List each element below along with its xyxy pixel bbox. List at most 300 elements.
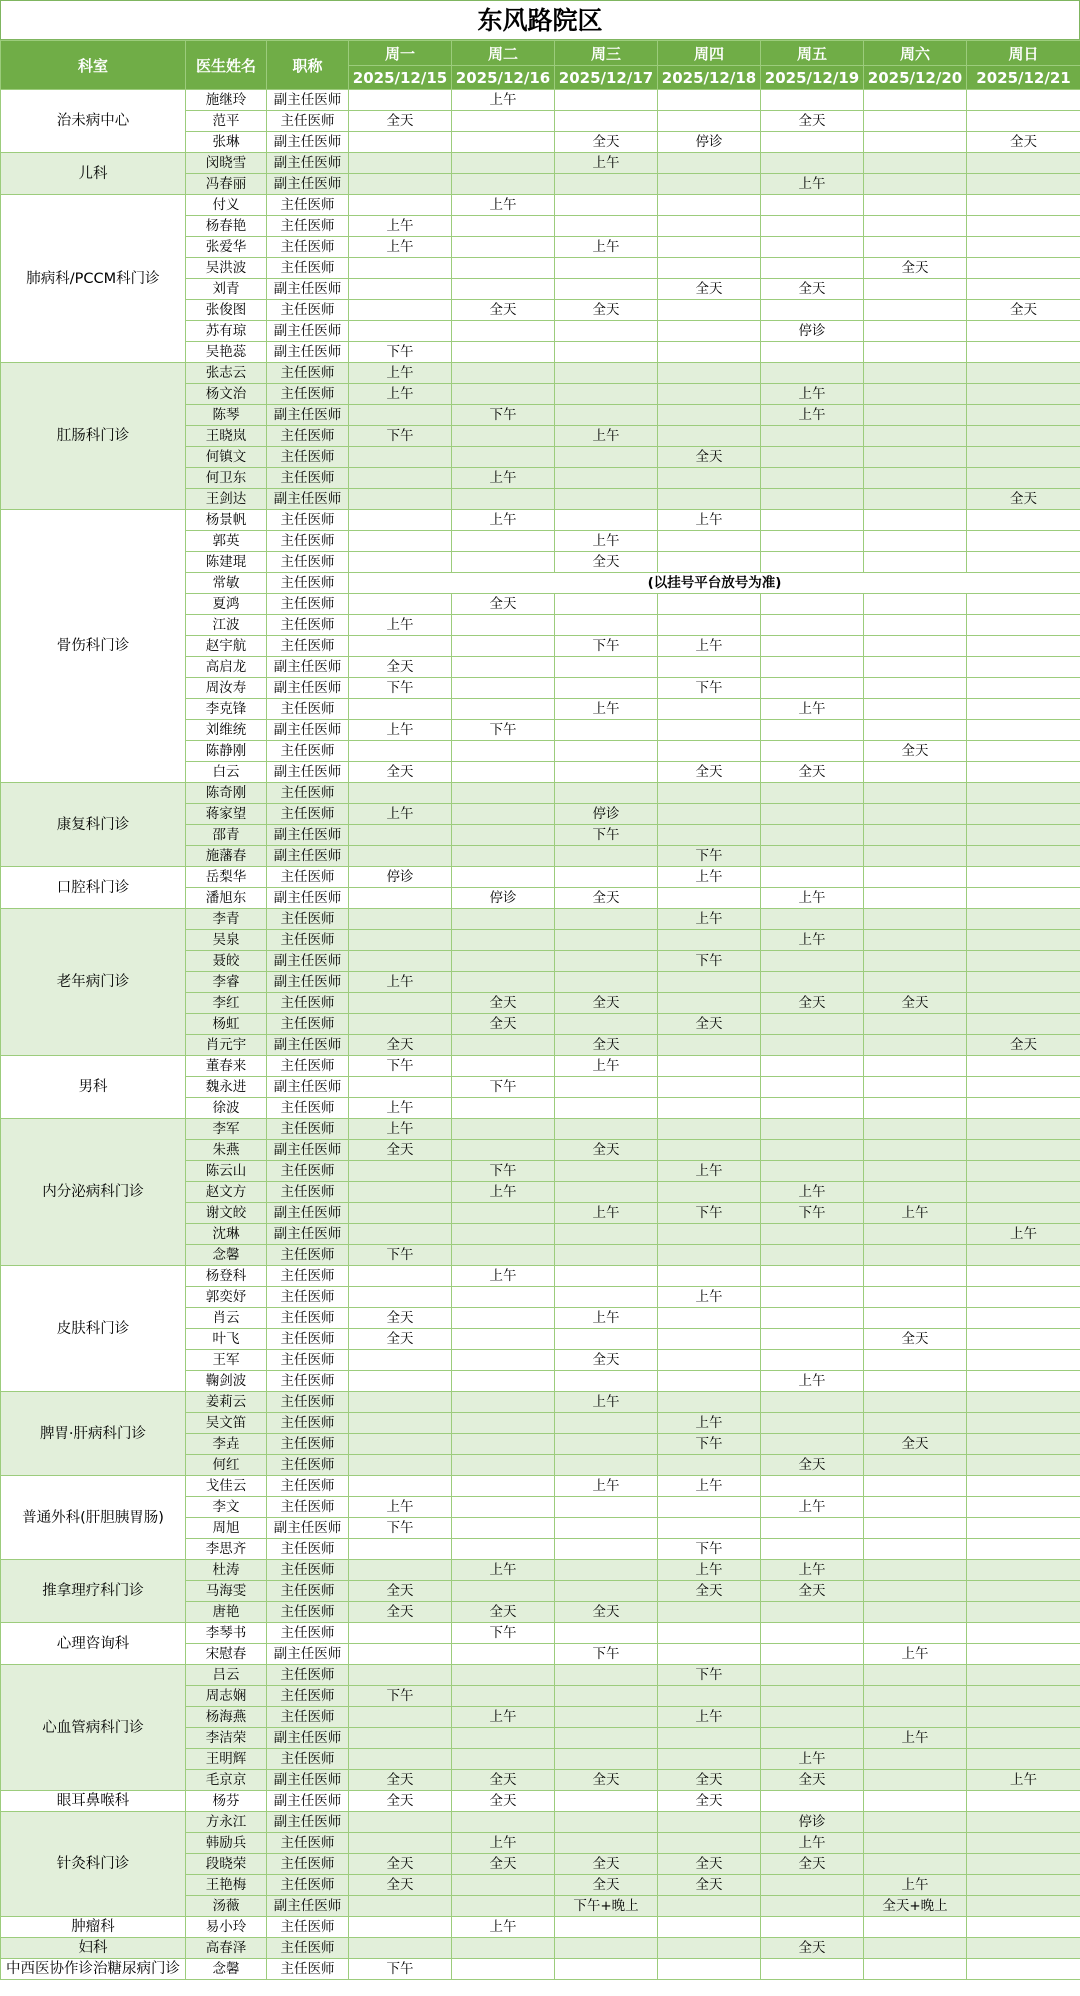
schedule-cell — [452, 657, 555, 678]
doctor-name-cell: 聂皎 — [186, 951, 267, 972]
doctor-name-cell: 周志娴 — [186, 1686, 267, 1707]
doctor-rank-cell: 副主任医师 — [267, 1518, 349, 1539]
schedule-cell — [555, 867, 658, 888]
schedule-cell — [967, 972, 1080, 993]
schedule-cell: 上午 — [555, 237, 658, 258]
schedule-cell — [864, 846, 967, 867]
doctor-name-cell: 江波 — [186, 615, 267, 636]
doctor-rank-cell: 主任医师 — [267, 1182, 349, 1203]
schedule-cell: 上午 — [452, 1266, 555, 1287]
schedule-cell: 下午 — [349, 426, 452, 447]
schedule-cell — [555, 405, 658, 426]
doctor-name-cell: 吴洪波 — [186, 258, 267, 279]
doctor-rank-cell: 主任医师 — [267, 1329, 349, 1350]
schedule-cell — [555, 762, 658, 783]
schedule-cell — [452, 1245, 555, 1266]
schedule-cell — [658, 1917, 761, 1938]
schedule-cell — [761, 1413, 864, 1434]
schedule-cell — [967, 1329, 1080, 1350]
schedule-cell — [864, 1770, 967, 1791]
schedule-cell — [761, 1623, 864, 1644]
schedule-cell — [658, 321, 761, 342]
schedule-cell — [967, 888, 1080, 909]
doctor-name-cell: 杨景帆 — [186, 510, 267, 531]
page-title: 东风路院区 — [0, 0, 1080, 40]
schedule-cell: 全天 — [761, 1938, 864, 1959]
schedule-cell — [349, 1560, 452, 1581]
schedule-cell: 上午 — [658, 909, 761, 930]
schedule-cell: 上午 — [761, 699, 864, 720]
department-cell: 中西医协作诊治糖尿病门诊 — [1, 1959, 186, 1980]
doctor-name-cell: 李琴书 — [186, 1623, 267, 1644]
table-row — [1, 1476, 1080, 1497]
schedule-cell — [967, 1791, 1080, 1812]
schedule-cell: 全天 — [555, 132, 658, 153]
schedule-cell — [967, 699, 1080, 720]
schedule-cell: 上午 — [967, 1224, 1080, 1245]
schedule-cell — [555, 1623, 658, 1644]
schedule-cell — [658, 552, 761, 573]
schedule-cell — [967, 1497, 1080, 1518]
schedule-cell — [658, 489, 761, 510]
schedule-cell — [864, 1476, 967, 1497]
doctor-rank-cell: 主任医师 — [267, 1686, 349, 1707]
schedule-cell — [349, 1350, 452, 1371]
schedule-cell — [967, 1644, 1080, 1665]
schedule-cell: 下午 — [761, 1203, 864, 1224]
schedule-cell: 上午 — [555, 531, 658, 552]
schedule-cell — [555, 678, 658, 699]
schedule-cell — [761, 1665, 864, 1686]
table-row — [1, 195, 1080, 216]
schedule-cell — [761, 1245, 864, 1266]
schedule-cell — [761, 1896, 864, 1917]
schedule-cell — [864, 951, 967, 972]
schedule-cell — [864, 1959, 967, 1980]
schedule-cell: 全天 — [864, 993, 967, 1014]
doctor-name-cell: 王军 — [186, 1350, 267, 1371]
schedule-cell: 全天 — [967, 1035, 1080, 1056]
schedule-cell — [864, 363, 967, 384]
schedule-cell — [658, 426, 761, 447]
schedule-cell — [349, 1476, 452, 1497]
schedule-cell — [658, 90, 761, 111]
schedule-cell — [452, 762, 555, 783]
schedule-cell — [967, 762, 1080, 783]
schedule-cell — [452, 363, 555, 384]
schedule-cell — [864, 1014, 967, 1035]
schedule-cell — [864, 1455, 967, 1476]
schedule-cell — [349, 405, 452, 426]
schedule-cell — [349, 1413, 452, 1434]
schedule-cell — [349, 1707, 452, 1728]
schedule-cell — [761, 678, 864, 699]
schedule-cell: 上午 — [761, 930, 864, 951]
schedule-cell: 全天 — [967, 489, 1080, 510]
schedule-cell: 全天 — [761, 993, 864, 1014]
schedule-cell — [349, 1392, 452, 1413]
department-cell: 治未病中心 — [1, 90, 186, 153]
schedule-cell — [967, 1476, 1080, 1497]
schedule-cell — [761, 951, 864, 972]
schedule-cell — [864, 825, 967, 846]
doctor-rank-cell: 副主任医师 — [267, 1791, 349, 1812]
schedule-cell — [658, 1812, 761, 1833]
doctor-rank-cell: 主任医师 — [267, 1371, 349, 1392]
schedule-cell: 全天 — [555, 888, 658, 909]
schedule-cell: 上午 — [761, 405, 864, 426]
schedule-cell — [761, 783, 864, 804]
table-row — [1, 363, 1080, 384]
schedule-cell — [967, 1014, 1080, 1035]
schedule-cell — [967, 1938, 1080, 1959]
schedule-cell: 全天 — [658, 1770, 761, 1791]
schedule-cell: 下午 — [349, 1056, 452, 1077]
doctor-rank-cell: 主任医师 — [267, 300, 349, 321]
schedule-cell: 上午 — [349, 720, 452, 741]
doctor-name-cell: 潘旭东 — [186, 888, 267, 909]
table-row — [1, 909, 1080, 930]
doctor-rank-cell: 副主任医师 — [267, 972, 349, 993]
schedule-cell: 全天 — [349, 1602, 452, 1623]
schedule-cell — [452, 1875, 555, 1896]
department-cell: 脾胃·肝病科门诊 — [1, 1392, 186, 1476]
doctor-name-cell: 李思齐 — [186, 1539, 267, 1560]
doctor-rank-cell: 主任医师 — [267, 1749, 349, 1770]
schedule-cell — [555, 846, 658, 867]
schedule-cell — [967, 909, 1080, 930]
schedule-cell: 全天 — [658, 762, 761, 783]
table-row — [1, 1938, 1080, 1959]
schedule-cell: 全天 — [349, 111, 452, 132]
schedule-cell — [761, 300, 864, 321]
schedule-cell — [658, 1245, 761, 1266]
schedule-cell — [967, 1266, 1080, 1287]
schedule-cell — [864, 720, 967, 741]
schedule-cell: 上午 — [555, 1476, 658, 1497]
schedule-cell: 全天 — [555, 1770, 658, 1791]
schedule-cell: 全天 — [349, 657, 452, 678]
schedule-cell — [452, 1644, 555, 1665]
doctor-rank-cell: 主任医师 — [267, 615, 349, 636]
header-day: 周三 — [555, 41, 658, 66]
table-row — [1, 90, 1080, 111]
schedule-cell — [555, 1938, 658, 1959]
schedule-cell: 全天 — [452, 300, 555, 321]
doctor-rank-cell: 主任医师 — [267, 909, 349, 930]
schedule-cell — [452, 1413, 555, 1434]
schedule-cell — [864, 1182, 967, 1203]
schedule-cell: 全天 — [761, 111, 864, 132]
schedule-cell — [967, 1917, 1080, 1938]
schedule-cell — [864, 1140, 967, 1161]
schedule-cell — [761, 237, 864, 258]
schedule-cell — [967, 1350, 1080, 1371]
schedule-cell — [452, 1959, 555, 1980]
header-day: 周四 — [658, 41, 761, 66]
header-day: 周二 — [452, 41, 555, 66]
schedule-cell: 全天 — [452, 594, 555, 615]
schedule-cell — [658, 657, 761, 678]
schedule-cell — [864, 1392, 967, 1413]
doctor-name-cell: 杜涛 — [186, 1560, 267, 1581]
schedule-cell — [452, 804, 555, 825]
schedule-cell: 下午 — [555, 636, 658, 657]
doctor-rank-cell: 主任医师 — [267, 783, 349, 804]
schedule-cell: 全天 — [864, 258, 967, 279]
schedule-cell — [967, 216, 1080, 237]
doctor-rank-cell: 主任医师 — [267, 258, 349, 279]
schedule-cell: 停诊 — [761, 1812, 864, 1833]
schedule-cell — [555, 510, 658, 531]
schedule-cell — [864, 195, 967, 216]
schedule-cell: 上午 — [864, 1644, 967, 1665]
schedule-cell — [658, 195, 761, 216]
schedule-cell — [761, 1791, 864, 1812]
doctor-name-cell: 岳梨华 — [186, 867, 267, 888]
schedule-cell — [967, 825, 1080, 846]
doctor-name-cell: 高春泽 — [186, 1938, 267, 1959]
schedule-cell — [349, 489, 452, 510]
doctor-name-cell: 肖元宇 — [186, 1035, 267, 1056]
schedule-cell: 全天 — [349, 1791, 452, 1812]
schedule-cell — [967, 594, 1080, 615]
schedule-cell — [555, 1245, 658, 1266]
schedule-cell — [452, 1497, 555, 1518]
schedule-cell — [452, 1098, 555, 1119]
doctor-rank-cell: 主任医师 — [267, 594, 349, 615]
doctor-name-cell: 常敏 — [186, 573, 267, 594]
schedule-cell: 全天 — [864, 741, 967, 762]
schedule-cell: 下午 — [452, 405, 555, 426]
schedule-cell: 全天 — [761, 279, 864, 300]
schedule-cell — [967, 1602, 1080, 1623]
schedule-cell — [967, 1581, 1080, 1602]
schedule-cell — [967, 615, 1080, 636]
schedule-cell: 全天 — [555, 1035, 658, 1056]
schedule-cell — [452, 1665, 555, 1686]
schedule-cell — [658, 153, 761, 174]
schedule-cell: 全天 — [452, 993, 555, 1014]
doctor-rank-cell: 主任医师 — [267, 111, 349, 132]
schedule-cell: 全天 — [761, 1455, 864, 1476]
doctor-name-cell: 冯春丽 — [186, 174, 267, 195]
schedule-cell — [864, 510, 967, 531]
schedule-cell: 上午 — [349, 384, 452, 405]
table-row — [1, 1266, 1080, 1287]
schedule-cell — [349, 1644, 452, 1665]
schedule-cell: 全天 — [452, 1602, 555, 1623]
doctor-name-cell: 王剑达 — [186, 489, 267, 510]
schedule-cell: 下午 — [452, 1623, 555, 1644]
schedule-cell — [967, 531, 1080, 552]
schedule-cell — [658, 1140, 761, 1161]
department-cell: 口腔科门诊 — [1, 867, 186, 909]
department-cell: 眼耳鼻喉科 — [1, 1791, 186, 1812]
schedule-cell — [555, 1224, 658, 1245]
schedule-cell — [452, 951, 555, 972]
doctor-rank-cell: 副主任医师 — [267, 1812, 349, 1833]
schedule-cell — [452, 174, 555, 195]
schedule-cell — [452, 1686, 555, 1707]
schedule-body — [1, 90, 1080, 1980]
schedule-cell: 上午 — [452, 1560, 555, 1581]
schedule-cell — [761, 1602, 864, 1623]
doctor-name-cell: 吕云 — [186, 1665, 267, 1686]
schedule-cell — [864, 1287, 967, 1308]
doctor-rank-cell: 主任医师 — [267, 993, 349, 1014]
schedule-cell — [864, 279, 967, 300]
schedule-cell — [349, 1833, 452, 1854]
schedule-cell — [864, 1686, 967, 1707]
table-row — [1, 510, 1080, 531]
schedule-cell — [452, 447, 555, 468]
department-cell: 心理咨询科 — [1, 1623, 186, 1665]
schedule-cell — [658, 258, 761, 279]
doctor-name-cell: 王艳梅 — [186, 1875, 267, 1896]
doctor-name-cell: 闵晓雪 — [186, 153, 267, 174]
schedule-cell — [967, 1518, 1080, 1539]
schedule-cell — [349, 321, 452, 342]
table-row — [1, 1056, 1080, 1077]
schedule-cell — [967, 1119, 1080, 1140]
schedule-cell: 上午 — [349, 1119, 452, 1140]
schedule-cell — [452, 1056, 555, 1077]
schedule-cell: 上午 — [452, 468, 555, 489]
department-cell: 内分泌病科门诊 — [1, 1119, 186, 1266]
schedule-cell — [349, 1266, 452, 1287]
schedule-cell: 上午 — [761, 1497, 864, 1518]
schedule-cell: 下午 — [349, 678, 452, 699]
doctor-name-cell: 刘青 — [186, 279, 267, 300]
schedule-cell: 下午 — [658, 1665, 761, 1686]
schedule-cell — [658, 1644, 761, 1665]
schedule-cell — [761, 615, 864, 636]
doctor-name-cell: 肖云 — [186, 1308, 267, 1329]
schedule-cell — [864, 489, 967, 510]
schedule-cell — [349, 174, 452, 195]
schedule-cell — [761, 1917, 864, 1938]
doctor-name-cell: 何红 — [186, 1455, 267, 1476]
schedule-cell — [555, 321, 658, 342]
schedule-cell: 上午 — [658, 1476, 761, 1497]
schedule-cell: 全天 — [349, 1581, 452, 1602]
schedule-cell — [555, 1182, 658, 1203]
schedule-cell — [864, 1308, 967, 1329]
schedule-cell: 全天 — [452, 1791, 555, 1812]
doctor-rank-cell: 副主任医师 — [267, 720, 349, 741]
schedule-note-cell: (以挂号平台放号为准) — [349, 573, 1080, 594]
schedule-cell — [452, 846, 555, 867]
schedule-cell — [555, 1119, 658, 1140]
table-row — [1, 1392, 1080, 1413]
schedule-cell — [555, 720, 658, 741]
schedule-cell — [452, 111, 555, 132]
schedule-cell — [555, 1728, 658, 1749]
table-row — [1, 783, 1080, 804]
schedule-cell — [864, 1602, 967, 1623]
schedule-cell: 全天 — [349, 762, 452, 783]
schedule-cell — [761, 1287, 864, 1308]
schedule-cell — [555, 1455, 658, 1476]
schedule-cell — [864, 1350, 967, 1371]
schedule-cell — [967, 342, 1080, 363]
schedule-cell — [658, 1119, 761, 1140]
schedule-cell — [967, 1560, 1080, 1581]
schedule-cell — [555, 1287, 658, 1308]
doctor-rank-cell: 副主任医师 — [267, 405, 349, 426]
schedule-cell — [555, 657, 658, 678]
schedule-cell: 上午 — [761, 174, 864, 195]
table-row — [1, 153, 1080, 174]
schedule-cell: 全天 — [555, 1350, 658, 1371]
schedule-cell — [555, 783, 658, 804]
schedule-cell — [864, 90, 967, 111]
schedule-cell — [864, 1833, 967, 1854]
schedule-cell: 上午 — [452, 90, 555, 111]
doctor-name-cell: 李垚 — [186, 1434, 267, 1455]
schedule-cell — [967, 1875, 1080, 1896]
schedule-cell — [761, 1077, 864, 1098]
schedule-cell — [967, 1434, 1080, 1455]
schedule-cell: 全天 — [555, 1602, 658, 1623]
schedule-cell: 全天 — [555, 300, 658, 321]
schedule-cell — [349, 279, 452, 300]
schedule-cell — [761, 1266, 864, 1287]
schedule-cell — [452, 132, 555, 153]
doctor-name-cell: 陈静刚 — [186, 741, 267, 762]
schedule-cell — [864, 678, 967, 699]
schedule-cell — [761, 1728, 864, 1749]
department-cell: 肿瘤科 — [1, 1917, 186, 1938]
doctor-rank-cell: 副主任医师 — [267, 132, 349, 153]
schedule-cell — [555, 909, 658, 930]
doctor-name-cell: 陈云山 — [186, 1161, 267, 1182]
schedule-cell — [967, 1287, 1080, 1308]
table-row — [1, 1665, 1080, 1686]
schedule-cell — [761, 426, 864, 447]
doctor-rank-cell: 副主任医师 — [267, 1077, 349, 1098]
schedule-cell — [349, 1182, 452, 1203]
doctor-name-cell: 杨登科 — [186, 1266, 267, 1287]
schedule-cell — [555, 1539, 658, 1560]
schedule-cell — [967, 804, 1080, 825]
doctor-name-cell: 刘维统 — [186, 720, 267, 741]
schedule-cell: 上午 — [658, 1161, 761, 1182]
doctor-rank-cell: 主任医师 — [267, 447, 349, 468]
schedule-cell — [658, 741, 761, 762]
schedule-cell — [349, 888, 452, 909]
schedule-cell — [555, 1812, 658, 1833]
table-row — [1, 1812, 1080, 1833]
schedule-cell — [658, 972, 761, 993]
schedule-cell — [452, 1896, 555, 1917]
schedule-cell: 下午 — [658, 951, 761, 972]
schedule-cell — [864, 909, 967, 930]
schedule-cell — [555, 1791, 658, 1812]
schedule-cell — [761, 258, 864, 279]
schedule-cell — [967, 384, 1080, 405]
schedule-cell — [761, 489, 864, 510]
schedule-cell: 全天 — [349, 1875, 452, 1896]
schedule-cell — [658, 342, 761, 363]
schedule-cell — [349, 1749, 452, 1770]
schedule-cell — [967, 1833, 1080, 1854]
header-date: 2025/12/17 — [555, 66, 658, 90]
schedule-cell — [349, 531, 452, 552]
header-day: 周一 — [349, 41, 452, 66]
doctor-name-cell: 李克锋 — [186, 699, 267, 720]
